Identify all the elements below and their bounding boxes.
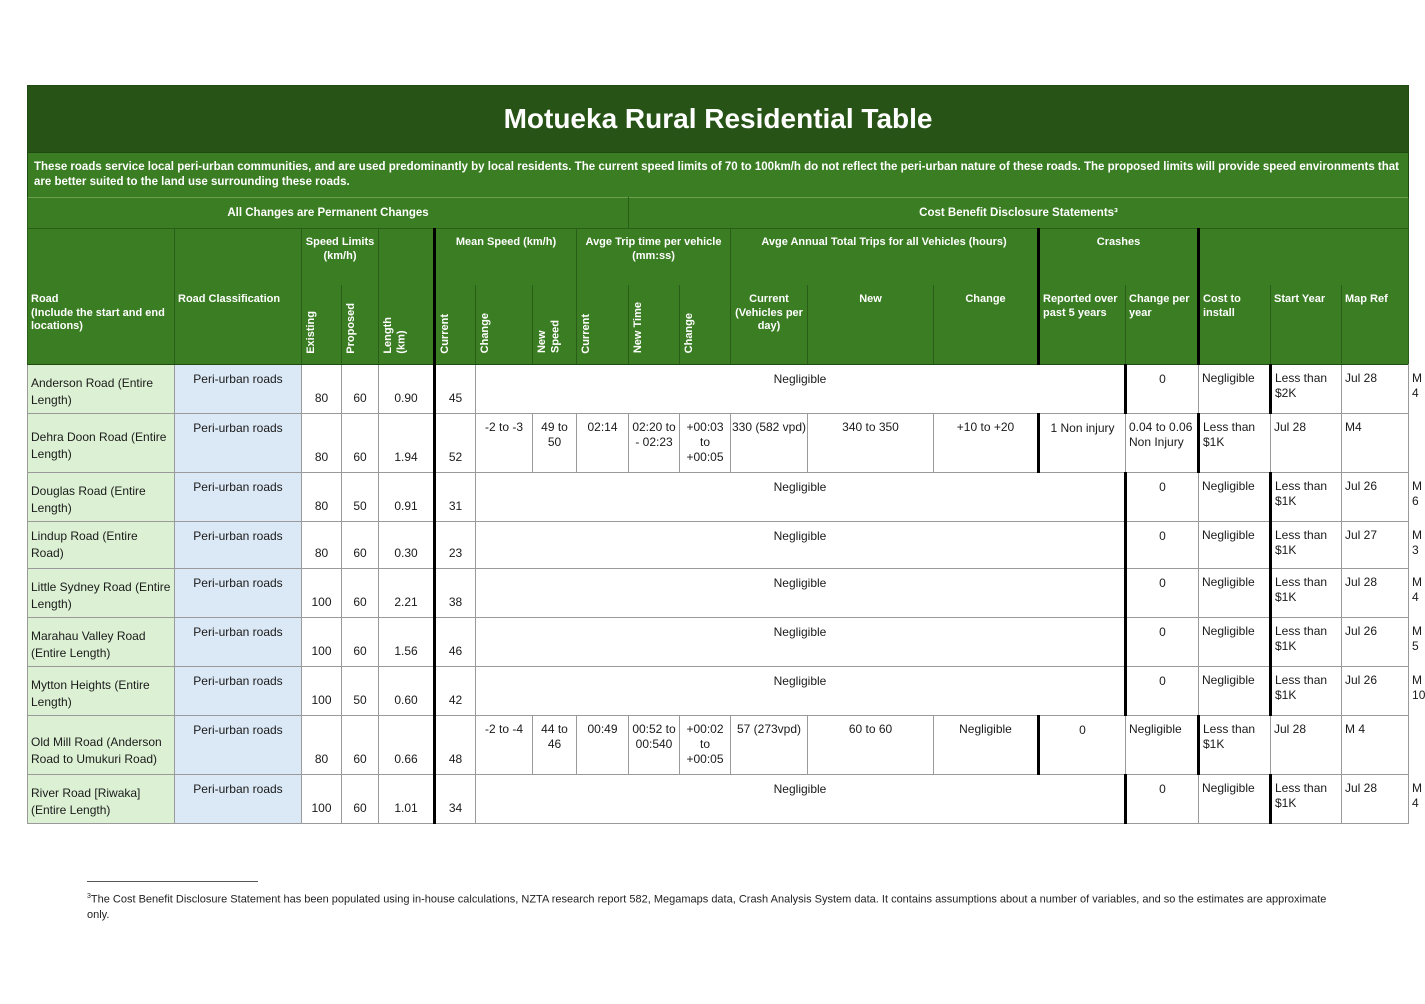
road-length: 0.60 bbox=[379, 667, 435, 716]
group-blank bbox=[379, 229, 435, 286]
crashes-change-per-year: Negligible bbox=[1199, 667, 1271, 716]
crashes-change-per-year: Negligible bbox=[1199, 473, 1271, 522]
header-mean-speed-current bbox=[435, 285, 476, 365]
start-year: Jul 26 bbox=[1342, 473, 1409, 522]
map-ref: M 4 bbox=[1342, 716, 1409, 775]
header-length bbox=[379, 285, 435, 365]
header-existing-text: Existing bbox=[305, 310, 317, 354]
crashes-reported: 0 bbox=[1126, 522, 1199, 569]
road-classification: Peri-urban roads bbox=[175, 667, 302, 716]
mean-speed-current: 31 bbox=[435, 473, 476, 522]
road-length: 1.01 bbox=[379, 775, 435, 824]
start-year: Jul 26 bbox=[1342, 667, 1409, 716]
annual-trips-current: 57 (273vpd) bbox=[731, 716, 808, 775]
crashes-change-per-year: Negligible bbox=[1199, 522, 1271, 569]
mean-speed-new: 44 to 46 bbox=[533, 716, 577, 775]
negligible-merged: Negligible bbox=[476, 522, 1126, 569]
header-trip-time-change-text: Change bbox=[683, 313, 695, 354]
existing-limit: 100 bbox=[302, 569, 342, 618]
footnote bbox=[87, 889, 1337, 923]
header-map-ref: Map Ref bbox=[1342, 285, 1409, 365]
road-name: Anderson Road (Entire Length) bbox=[28, 365, 175, 414]
crashes-change-per-year: Negligible bbox=[1199, 775, 1271, 824]
cost-to-install: Less than $1K bbox=[1271, 522, 1342, 569]
road-length: 0.30 bbox=[379, 522, 435, 569]
table-row bbox=[28, 414, 1409, 473]
header-trip-time-current bbox=[577, 285, 629, 365]
road-length: 0.90 bbox=[379, 365, 435, 414]
cost-to-install: Less than $1K bbox=[1199, 414, 1271, 473]
header-proposed-text: Proposed bbox=[345, 302, 357, 354]
header-annual-change: Change bbox=[934, 285, 1039, 365]
table-row: River Road [Riwaka] (Entire Length) Peri-urban roads 100 60 1.01 34 Negligible 0 Negligible Less than $1K Jul 28 M 4 bbox=[28, 775, 1409, 824]
proposed-limit: 60 bbox=[342, 775, 379, 824]
mean-speed-change: -2 to -4 bbox=[476, 716, 533, 775]
header-mean-speed-current-text: Current bbox=[439, 313, 451, 354]
crashes-reported: 0 bbox=[1039, 716, 1126, 775]
proposed-limit: 50 bbox=[342, 473, 379, 522]
negligible-merged: Negligible bbox=[476, 569, 1126, 618]
crashes-reported: 0 bbox=[1126, 569, 1199, 618]
mean-speed-change: -2 to -3 bbox=[476, 414, 533, 473]
proposed-limit: 60 bbox=[342, 522, 379, 569]
crashes-reported: 0 bbox=[1126, 667, 1199, 716]
table-row: Lindup Road (Entire Road) Peri-urban roads 80 60 0.30 23 Negligible 0 Negligible Less than $1K Jul 27 M 3 bbox=[28, 522, 1409, 569]
header-road bbox=[28, 285, 175, 365]
motueka-rural-residential-table bbox=[27, 85, 1425, 824]
mean-speed-current: 48 bbox=[435, 716, 476, 775]
cost-to-install: Less than $1K bbox=[1271, 618, 1342, 667]
crashes-reported: 0 bbox=[1126, 618, 1199, 667]
start-year: Jul 28 bbox=[1342, 775, 1409, 824]
road-name: Lindup Road (Entire Road) bbox=[28, 522, 175, 569]
road-classification: Peri-urban roads bbox=[175, 365, 302, 414]
group-blank bbox=[28, 229, 175, 286]
table-row: Mytton Heights (Entire Length) Peri-urban roads 100 50 0.60 42 Negligible 0 Negligible Less than $1K Jul 26 M 10 bbox=[28, 667, 1409, 716]
road-name: Douglas Road (Entire Length) bbox=[28, 473, 175, 522]
header-mean-speed-new bbox=[533, 285, 577, 365]
footnote-separator bbox=[87, 881, 258, 882]
footnote-marker: 3 bbox=[87, 893, 91, 900]
negligible-merged: Negligible bbox=[476, 473, 1126, 522]
mean-speed-current: 46 bbox=[435, 618, 476, 667]
start-year: Jul 28 bbox=[1271, 716, 1342, 775]
header-annual-current-text: Current (Vehicles per day) bbox=[735, 293, 803, 332]
group-speed-limits: Speed Limits (km/h) bbox=[302, 229, 379, 286]
table-row: Little Sydney Road (Entire Length) Peri-urban roads 100 60 2.21 38 Negligible 0 Negligible Less than $1K Jul 28 M 4 bbox=[28, 569, 1409, 618]
mean-speed-current: 23 bbox=[435, 522, 476, 569]
road-name: Little Sydney Road (Entire Length) bbox=[28, 569, 175, 618]
existing-limit: 100 bbox=[302, 775, 342, 824]
group-blank bbox=[1199, 229, 1409, 286]
road-length: 1.94 bbox=[379, 414, 435, 473]
road-length: 0.91 bbox=[379, 473, 435, 522]
proposed-limit: 60 bbox=[342, 414, 379, 473]
road-name: Dehra Doon Road (Entire Length) bbox=[28, 414, 175, 473]
speed-limit-table-sheet bbox=[27, 85, 1425, 824]
group-annual-trips: Avge Annual Total Trips for all Vehicles (hours) bbox=[731, 229, 1039, 286]
mean-speed-current: 45 bbox=[435, 365, 476, 414]
existing-limit: 100 bbox=[302, 667, 342, 716]
start-year: Jul 27 bbox=[1342, 522, 1409, 569]
trip-time-new: 00:52 to 00:540 bbox=[629, 716, 680, 775]
trip-time-current: 00:49 bbox=[577, 716, 629, 775]
negligible-merged: Negligible bbox=[476, 667, 1126, 716]
header-start-year: Start Year bbox=[1271, 285, 1342, 365]
header-trip-time-new bbox=[629, 285, 680, 365]
header-existing bbox=[302, 285, 342, 365]
header-trip-time-current-text: Current bbox=[580, 313, 592, 354]
annual-trips-change: Negligible bbox=[934, 716, 1039, 775]
cost-to-install: Less than $1K bbox=[1271, 667, 1342, 716]
proposed-limit: 60 bbox=[342, 716, 379, 775]
mean-speed-current: 52 bbox=[435, 414, 476, 473]
road-classification: Peri-urban roads bbox=[175, 716, 302, 775]
proposed-limit: 60 bbox=[342, 365, 379, 414]
table-title: Motueka Rural Residential Table bbox=[28, 86, 1409, 153]
table-description: These roads service local peri-urban communities, and are used predominantly by local residents. The current speed limits of 70 to 100km/h do not reflect the peri-urban nature of these roads. The proposed limits will provide speed environments that are better suited to the land use surrounding these roads. bbox=[28, 153, 1409, 198]
start-year: Jul 28 bbox=[1271, 414, 1342, 473]
header-road-classification: Road Classification bbox=[175, 285, 302, 365]
negligible-merged: Negligible bbox=[476, 618, 1126, 667]
cost-to-install: Less than $1K bbox=[1199, 716, 1271, 775]
mean-speed-current: 42 bbox=[435, 667, 476, 716]
trip-time-new: 02:20 to - 02:23 bbox=[629, 414, 680, 473]
road-classification: Peri-urban roads bbox=[175, 775, 302, 824]
header-crashes-change: Change per year bbox=[1126, 285, 1199, 365]
annual-trips-change: +10 to +20 bbox=[934, 414, 1039, 473]
header-mean-speed-new-text: New Speed bbox=[536, 320, 562, 354]
annual-trips-new: 340 to 350 bbox=[808, 414, 934, 473]
table-row bbox=[28, 716, 1409, 775]
start-year: Jul 28 bbox=[1342, 569, 1409, 618]
mean-speed-current: 38 bbox=[435, 569, 476, 618]
table-row: Marahau Valley Road (Entire Length) Peri-urban roads 100 60 1.56 46 Negligible 0 Negligible Less than $1K Jul 26 M 5 bbox=[28, 618, 1409, 667]
proposed-limit: 60 bbox=[342, 569, 379, 618]
crashes-reported: 0 bbox=[1126, 365, 1199, 414]
header-mean-speed-change bbox=[476, 285, 533, 365]
header-crashes-reported: Reported over past 5 years bbox=[1039, 285, 1126, 365]
cost-to-install: Less than $2K bbox=[1271, 365, 1342, 414]
road-length: 1.56 bbox=[379, 618, 435, 667]
section-permanent-changes: All Changes are Permanent Changes bbox=[28, 198, 629, 229]
existing-limit: 80 bbox=[302, 414, 342, 473]
negligible-merged: Negligible bbox=[476, 775, 1126, 824]
header-road-text: Road (Include the start and end locations) bbox=[31, 293, 165, 332]
annual-trips-current: 330 (582 vpd) bbox=[731, 414, 808, 473]
proposed-limit: 60 bbox=[342, 618, 379, 667]
crashes-change-per-year: Negligible bbox=[1199, 365, 1271, 414]
start-year: Jul 28 bbox=[1342, 365, 1409, 414]
header-mean-speed-change-text: Change bbox=[479, 313, 491, 354]
road-classification: Peri-urban roads bbox=[175, 618, 302, 667]
existing-limit: 80 bbox=[302, 716, 342, 775]
table-row: Douglas Road (Entire Length) Peri-urban roads 80 50 0.91 31 Negligible 0 Negligible Less than $1K Jul 26 M 6 bbox=[28, 473, 1409, 522]
crashes-change-per-year: Negligible bbox=[1199, 569, 1271, 618]
header-cost: Cost to install bbox=[1199, 285, 1271, 365]
existing-limit: 80 bbox=[302, 522, 342, 569]
crashes-reported: 0 bbox=[1126, 473, 1199, 522]
header-trip-time-new-text: New Time bbox=[632, 302, 644, 354]
road-classification: Peri-urban roads bbox=[175, 473, 302, 522]
header-length-text: Length (km) bbox=[382, 316, 408, 354]
existing-limit: 80 bbox=[302, 473, 342, 522]
group-blank bbox=[175, 229, 302, 286]
start-year: Jul 26 bbox=[1342, 618, 1409, 667]
negligible-merged: Negligible bbox=[476, 365, 1126, 414]
road-name: Marahau Valley Road (Entire Length) bbox=[28, 618, 175, 667]
annual-trips-new: 60 to 60 bbox=[808, 716, 934, 775]
crashes-reported: 0 bbox=[1126, 775, 1199, 824]
header-annual-current bbox=[731, 285, 808, 365]
trip-time-change: +00:03 to +00:05 bbox=[680, 414, 731, 473]
group-mean-speed: Mean Speed (km/h) bbox=[435, 229, 577, 286]
road-length: 0.66 bbox=[379, 716, 435, 775]
trip-time-change: +00:02 to +00:05 bbox=[680, 716, 731, 775]
header-proposed bbox=[342, 285, 379, 365]
mean-speed-current: 34 bbox=[435, 775, 476, 824]
proposed-limit: 50 bbox=[342, 667, 379, 716]
road-classification: Peri-urban roads bbox=[175, 522, 302, 569]
section-cost-benefit: Cost Benefit Disclosure Statements³ bbox=[629, 198, 1409, 229]
cost-to-install: Less than $1K bbox=[1271, 473, 1342, 522]
crashes-reported: 1 Non injury bbox=[1039, 414, 1126, 473]
group-crashes: Crashes bbox=[1039, 229, 1199, 286]
existing-limit: 100 bbox=[302, 618, 342, 667]
crashes-change-per-year: 0.04 to 0.06 Non Injury bbox=[1126, 414, 1199, 473]
road-name: River Road [Riwaka] (Entire Length) bbox=[28, 775, 175, 824]
group-trip-time: Avge Trip time per vehicle (mm:ss) bbox=[577, 229, 731, 286]
header-trip-time-change bbox=[680, 285, 731, 365]
footnote-text: The Cost Benefit Disclosure Statement has been populated using in-house calculations, NZTA research report 582, Megamaps data, Crash Analysis System data. It contains assumptions about a number of variables, and so the estimates are approximate only. bbox=[87, 893, 1327, 921]
existing-limit: 80 bbox=[302, 365, 342, 414]
crashes-change-per-year: Negligible bbox=[1199, 618, 1271, 667]
crashes-change-per-year: Negligible bbox=[1126, 716, 1199, 775]
road-length: 2.21 bbox=[379, 569, 435, 618]
table-row: Anderson Road (Entire Length) Peri-urban roads 80 60 0.90 45 Negligible 0 Negligible Less than $2K Jul 28 M 4 bbox=[28, 365, 1409, 414]
header-annual-new: New bbox=[808, 285, 934, 365]
road-classification: Peri-urban roads bbox=[175, 414, 302, 473]
mean-speed-new: 49 to 50 bbox=[533, 414, 577, 473]
trip-time-current: 02:14 bbox=[577, 414, 629, 473]
road-classification: Peri-urban roads bbox=[175, 569, 302, 618]
map-ref: M4 bbox=[1342, 414, 1409, 473]
road-name: Mytton Heights (Entire Length) bbox=[28, 667, 175, 716]
road-name: Old Mill Road (Anderson Road to Umukuri Road) bbox=[28, 716, 175, 775]
cost-to-install: Less than $1K bbox=[1271, 775, 1342, 824]
cost-to-install: Less than $1K bbox=[1271, 569, 1342, 618]
